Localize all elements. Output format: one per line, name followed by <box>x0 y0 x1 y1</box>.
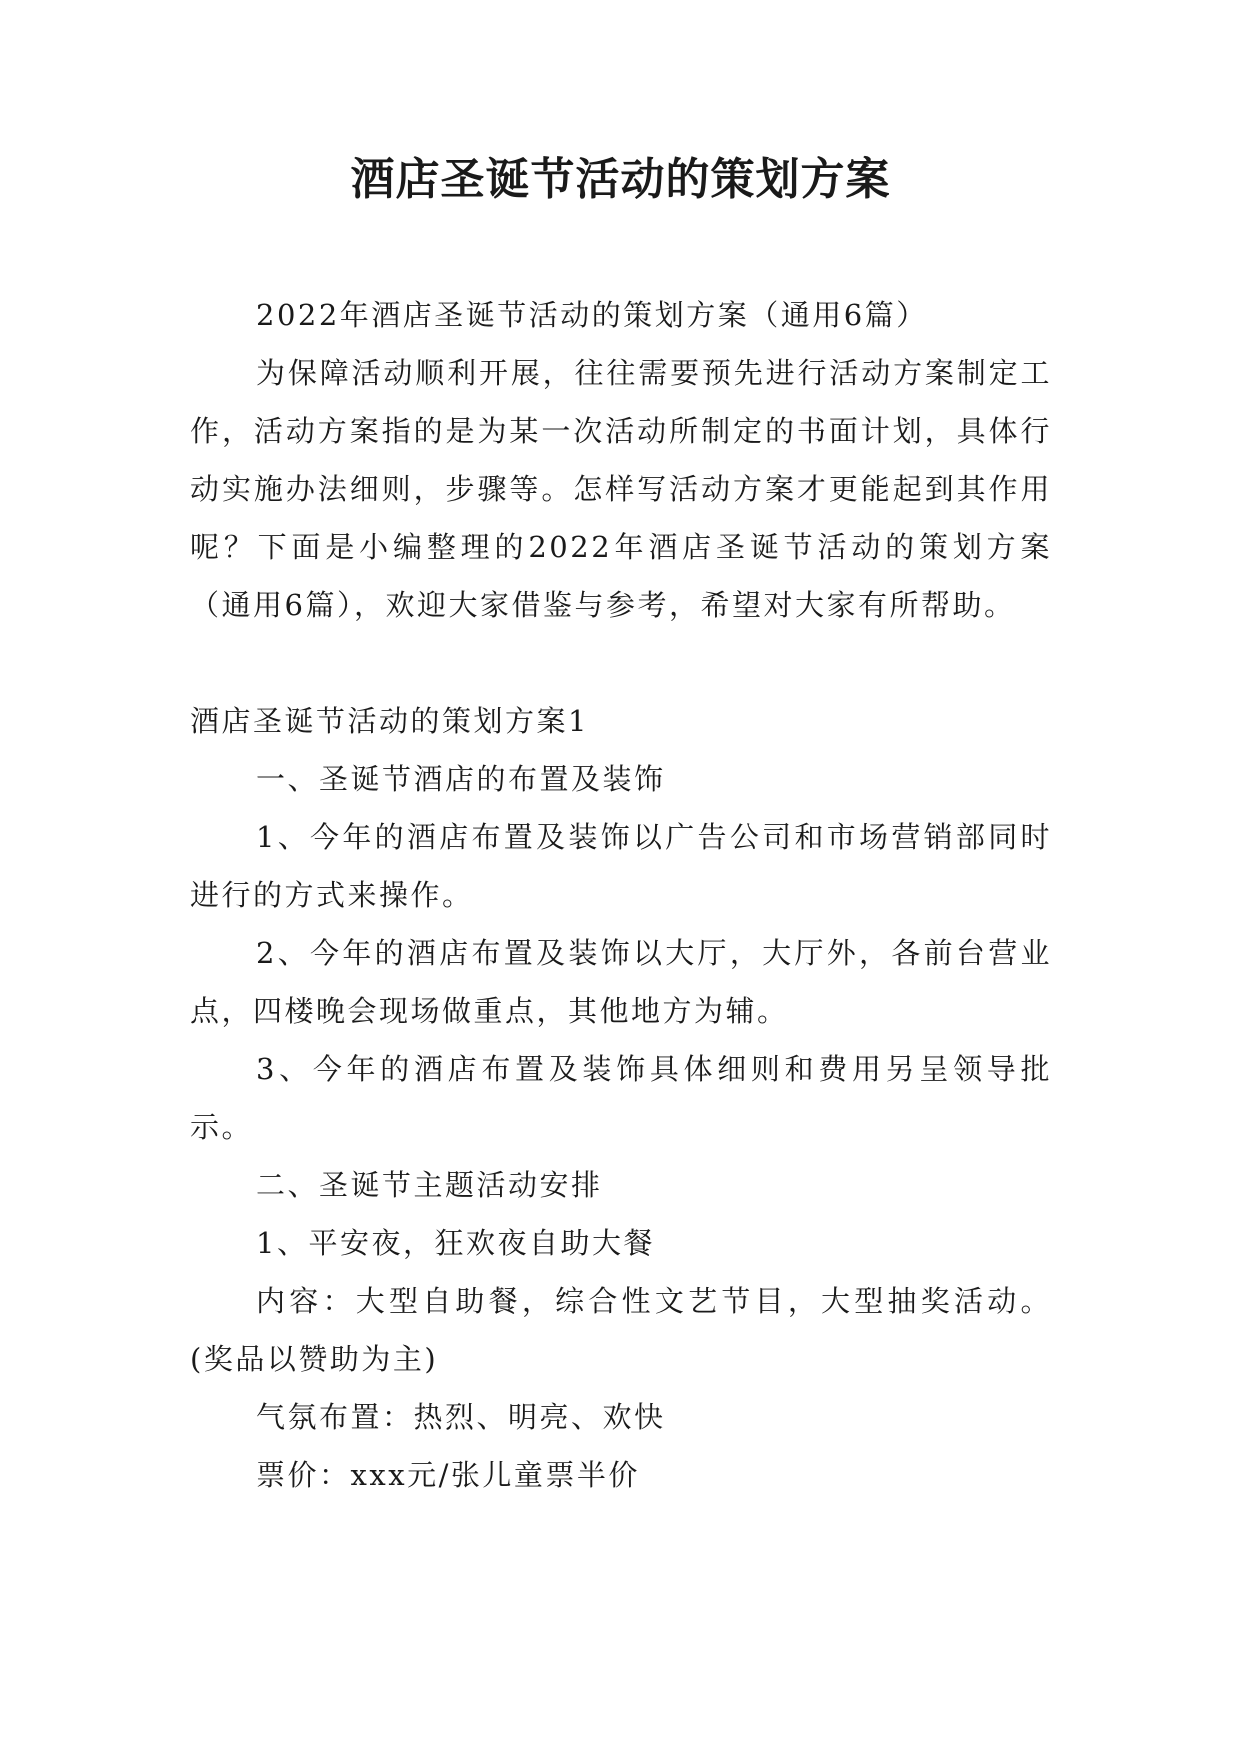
list-item: 1、平安夜，狂欢夜自助大餐 <box>256 1226 655 1260</box>
section-heading: 酒店圣诞节活动的策划方案1 <box>190 704 589 738</box>
subtitle-paragraph: 2022年酒店圣诞节活动的策划方案（通用6篇） <box>256 298 928 332</box>
content-paragraph: 内容：大型自助餐，综合性文艺节目，大型抽奖活动。(奖品以赞助为主) <box>190 1284 1052 1376</box>
subsection-heading: 一、圣诞节酒店的布置及装饰 <box>256 762 666 796</box>
subsection-heading: 二、圣诞节主题活动安排 <box>256 1168 603 1202</box>
list-item: 3、今年的酒店布置及装饰具体细则和费用另呈领导批示。 <box>190 1052 1052 1144</box>
content-paragraph: 气氛布置：热烈、明亮、欢快 <box>256 1400 666 1434</box>
list-item: 2、今年的酒店布置及装饰以大厅，大厅外，各前台营业点，四楼晚会现场做重点，其他地方为辅。 <box>190 936 1052 1028</box>
document-title: 酒店圣诞节活动的策划方案 <box>350 154 891 205</box>
document-body <box>190 286 1052 1504</box>
content-paragraph: 票价：xxx元/张儿童票半价 <box>256 1458 640 1492</box>
intro-paragraph: 为保障活动顺利开展，往往需要预先进行活动方案制定工作，活动方案指的是为某一次活动所制定的书面计划，具体行动实施办法细则，步骤等。怎样写活动方案才更能起到其作用呢？下面是小编整理的2022年酒店圣诞节活动的策划方案（通用6篇），欢迎大家借鉴与参考，希望对大家有所帮助。 <box>190 356 1052 622</box>
list-item: 1、今年的酒店布置及装饰以广告公司和市场营销部同时进行的方式来操作。 <box>190 820 1052 912</box>
paragraph-gap <box>190 634 1052 692</box>
